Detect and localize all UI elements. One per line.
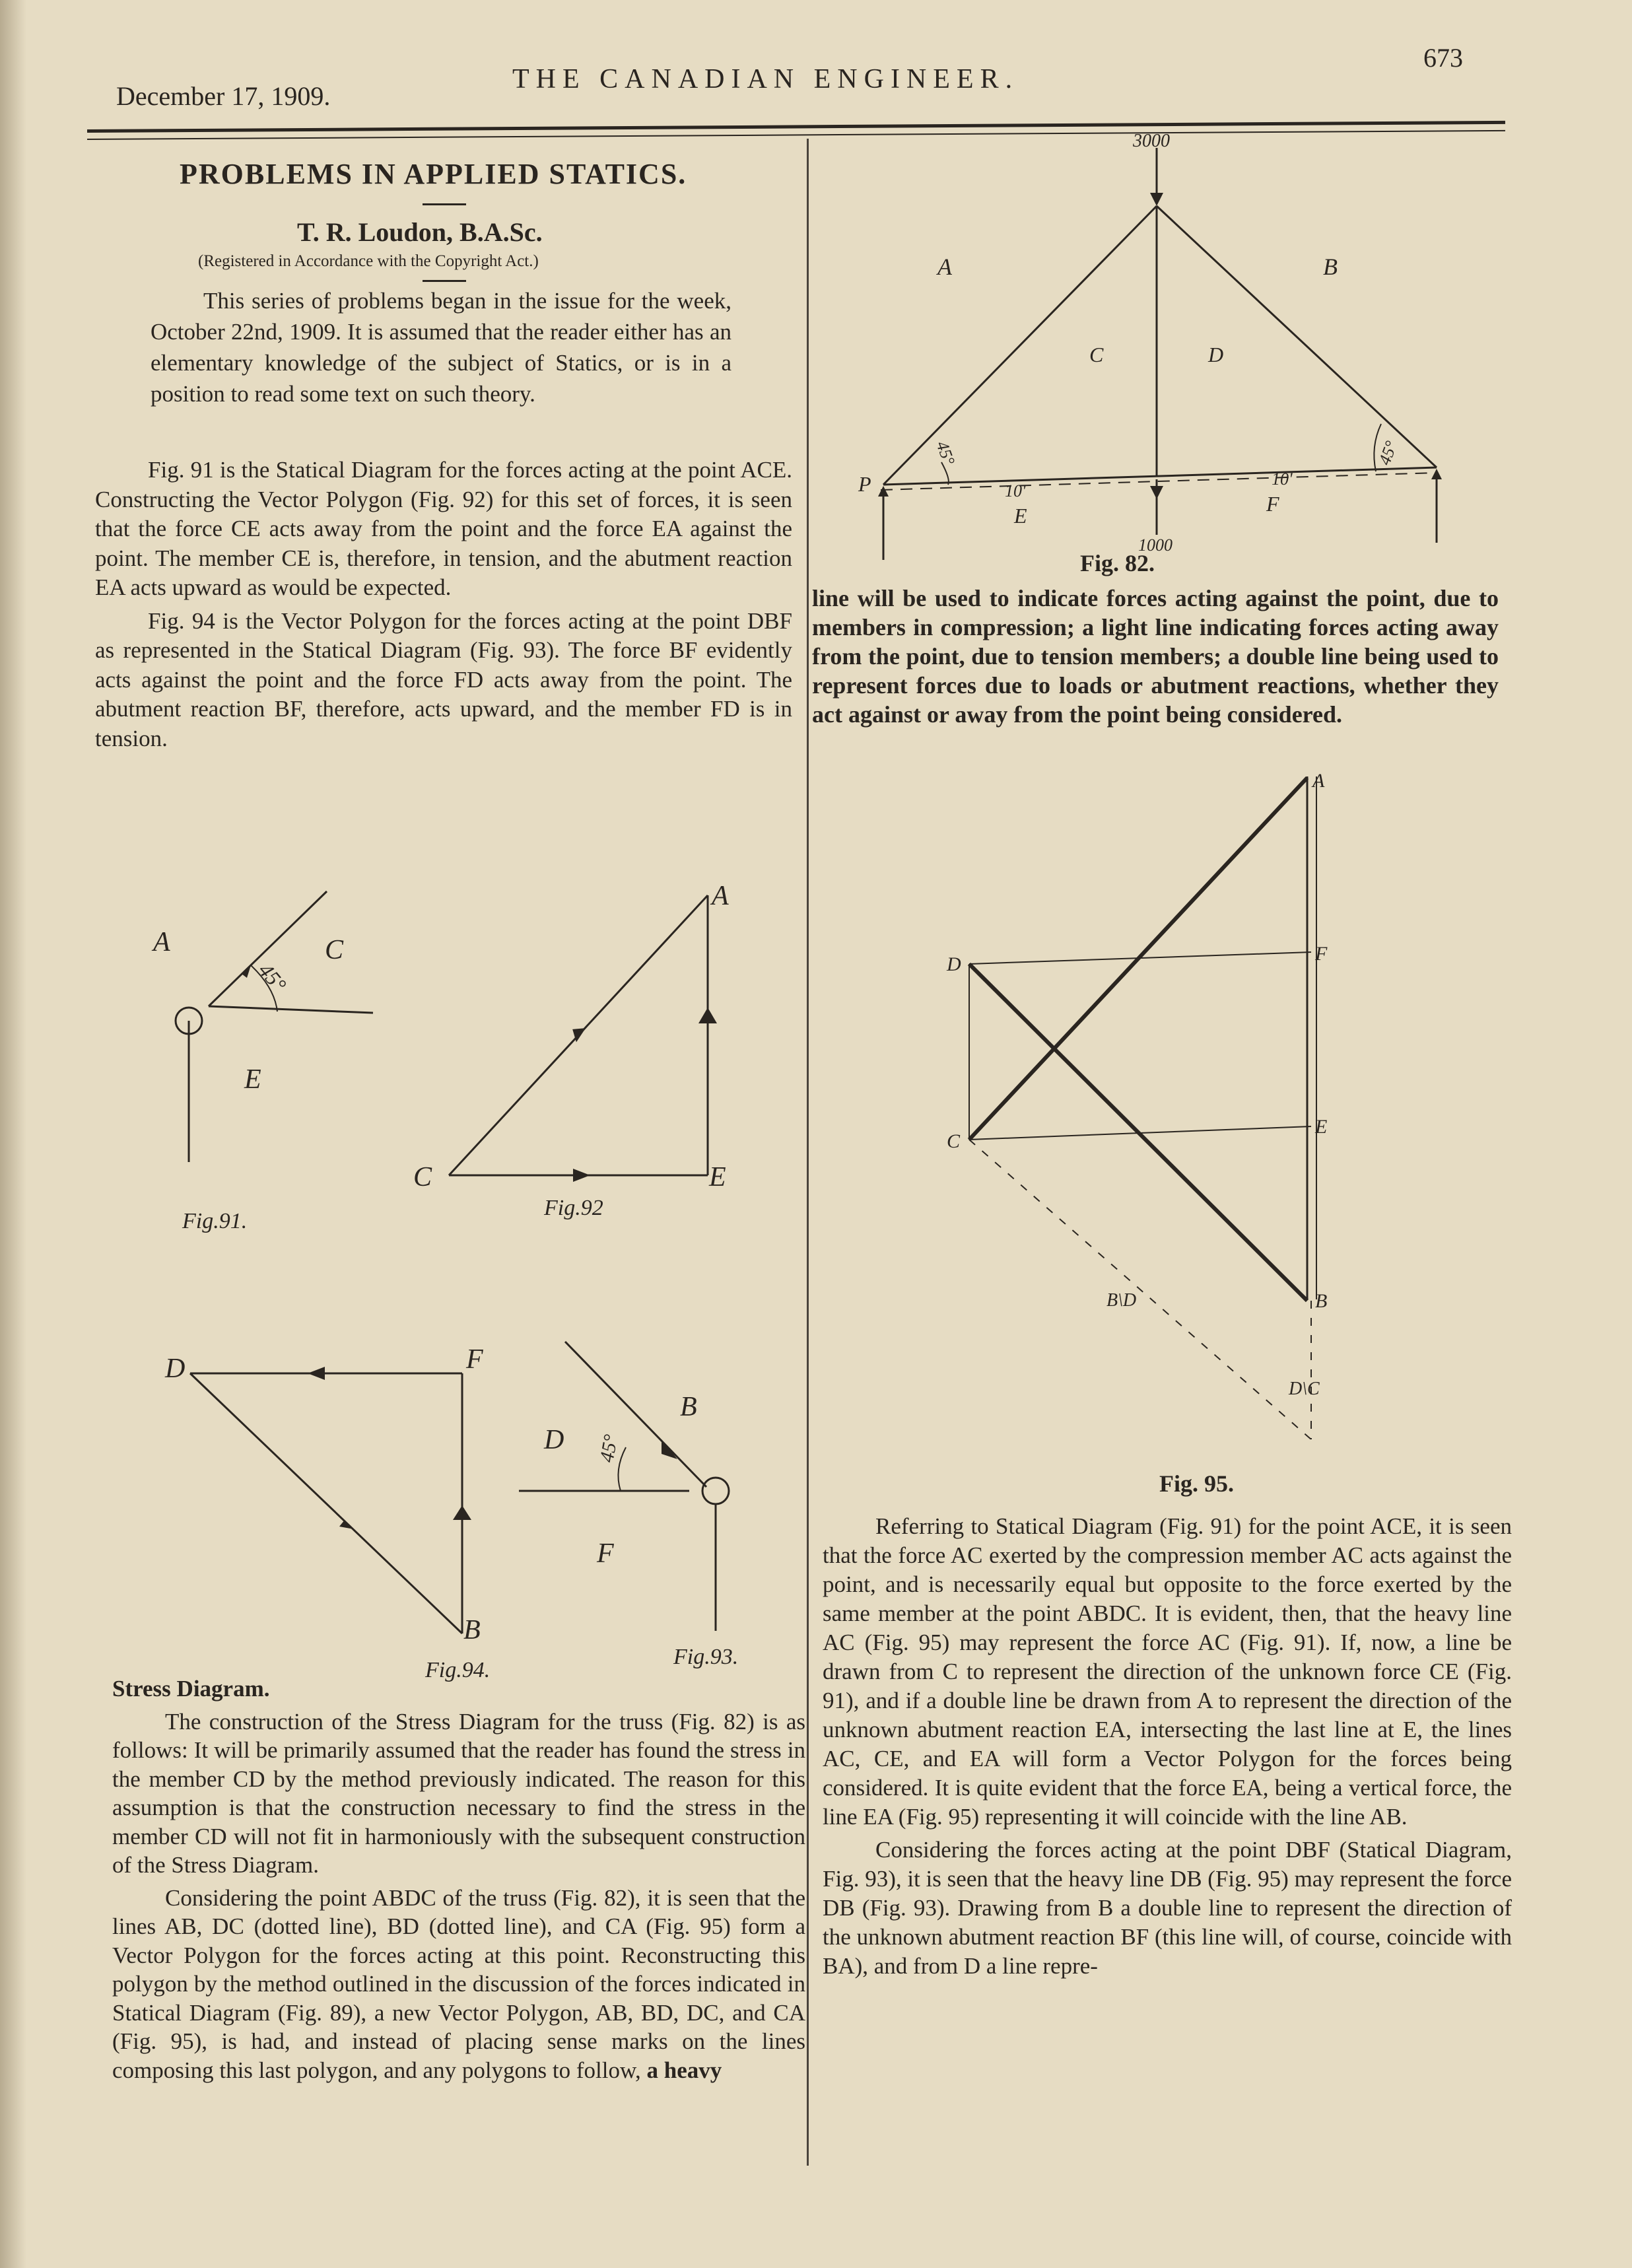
left-column-body: [95, 456, 792, 753]
stress-paragraph-2-bold: a heavy: [646, 2057, 722, 2083]
fig82-span-right: 10': [1272, 469, 1293, 489]
fig82-angle-right: 45°: [1375, 438, 1402, 468]
fig94-label-f: F: [466, 1344, 483, 1375]
stress-heading: Stress Diagram.: [112, 1676, 270, 1701]
fig82-load-bottom: 1000: [1138, 535, 1173, 555]
copyright-rule: [423, 280, 466, 282]
fig94-label-d: D: [165, 1354, 186, 1384]
fig92-label-e: E: [709, 1162, 726, 1192]
article-intro: [151, 285, 731, 409]
column-divider: [807, 139, 809, 2166]
fig82-label-a: A: [937, 254, 952, 280]
fig95-label-e: E: [1315, 1116, 1328, 1138]
figure-94: [158, 1344, 528, 1717]
fig95-label-a: A: [1312, 770, 1325, 792]
line-convention-paragraph: [812, 584, 1499, 729]
paragraph-fig91: Fig. 91 is the Statical Diagram for the forces acting at the point ACE. Constructing the Vector Polygon (Fig. 92) for this set of forces, it is seen that the force CE acts away from the point and the force EA against the point. The member CE is, therefore, in tension, and the abutment reaction EA acts upward as would be expected.: [95, 457, 792, 600]
figure-91: [145, 872, 409, 1233]
line-convention-text: line will be used to indicate forces acting against the point, due to members in compression; a light line indicating forces acting away from the point, due to tension members; a double line being used to represent forces due to loads or abutment reactions, whether they act against or away from the point being considered.: [812, 585, 1499, 728]
stress-paragraph-2-text: Considering the point ABDC of the truss (Fig. 82), it is seen that the lines AB, DC (dotted line), BD (dotted line), and CA (Fig. 95) form a Vector Polygon for the forces acting at this point. Reconstructing this polygon by the method outlined in the discussion of the forces indicated in Statical Diagram (Fig. 89), a new Vector Polygon, AB, BD, DC, and CA (Fig. 95), is had, and instead of placing sense marks on the lines composing this last polygon, and any polygons to follow,: [112, 1884, 805, 2083]
article-author: T. R. Loudon, B.A.Sc.: [297, 217, 543, 247]
fig92-caption: Fig.92: [544, 1196, 603, 1220]
fig93-angle: 45°: [595, 1433, 623, 1464]
fig82-angle-left: 45°: [932, 438, 959, 468]
fig82-label-d: D: [1208, 343, 1224, 366]
paragraph-point-dbf: Considering the forces acting at the point DBF (Statical Diagram, Fig. 93), it is seen that the heavy line DB (Fig. 95) may represent the force DB (Fig. 93). Drawing from B a double line to represent the direction of the unknown abutment reaction BF (this line will, of course, coincide with BA), and from D a line repre-: [823, 1837, 1512, 1979]
fig82-label-f: F: [1266, 492, 1279, 516]
fig91-angle: 45°: [254, 958, 292, 996]
paragraph-fig94: Fig. 94 is the Vector Polygon for the forces acting at the point DBF as represented in the Statical Diagram (Fig. 93). The force BF evidently acts against the point and the force FD acts away from the point. The abutment reaction BF, therefore, acts upward, and the member FD is in tension.: [95, 607, 792, 751]
fig95-caption: Fig. 95.: [1159, 1470, 1234, 1497]
figure-82: [858, 129, 1492, 592]
intro-paragraph: This series of problems began in the issue for the week, October 22nd, 1909. It is assumed that the reader either has an elementary knowledge of the subject of Statics, or is in a position to read some text on such theory.: [151, 288, 731, 407]
fig93-label-f: F: [597, 1538, 614, 1569]
fig95-label-c: C: [947, 1130, 961, 1152]
fig91-label-c: C: [325, 935, 344, 965]
fig92-label-a: A: [712, 881, 729, 911]
title-rule: [423, 203, 466, 205]
fig82-span-left: 10': [1005, 481, 1026, 500]
fig93-caption: Fig.93.: [673, 1645, 739, 1669]
fig95-label-b: B: [1315, 1290, 1328, 1312]
article-title: PROBLEMS IN APPLIED STATICS.: [180, 158, 687, 190]
fig94-label-b: B: [463, 1615, 481, 1645]
fig82-load-top: 3000: [1133, 131, 1170, 151]
fig91-caption: Fig.91.: [182, 1209, 248, 1233]
fig82-label-e: E: [1014, 504, 1027, 528]
stress-diagram-section: [112, 1674, 805, 2084]
stress-paragraph-2: [112, 1884, 805, 2085]
fig91-label-e: E: [244, 1064, 261, 1095]
fig95-label-bd: B\D: [1106, 1290, 1137, 1311]
fig95-label-d: D: [947, 953, 961, 975]
fig82-label-p: P: [858, 472, 871, 496]
fig82-label-b: B: [1323, 254, 1338, 280]
fig95-label-dc: D\C: [1289, 1379, 1320, 1399]
fig91-label-a: A: [153, 927, 170, 957]
fig94-caption: Fig.94.: [425, 1658, 491, 1682]
fig93-label-d: D: [544, 1425, 564, 1455]
figure-92: [409, 881, 739, 1254]
fig93-label-b: B: [680, 1392, 697, 1422]
page-gutter-shadow: [0, 0, 26, 2268]
copyright-notice: (Registered in Accordance with the Copyright Act.): [198, 252, 539, 270]
header-date: December 17, 1909.: [116, 81, 331, 111]
fig82-caption: Fig. 82.: [1080, 550, 1155, 576]
figure-93: [515, 1340, 819, 1697]
fig82-label-c: C: [1089, 343, 1104, 366]
paragraph-point-ace: Referring to Statical Diagram (Fig. 91) for the point ACE, it is seen that the force AC exerted by the compression member AC acts against the point, and is necessarily equal but opposite to the force exerted by the same member at the point ABDC. It is evident, then, that the heavy line AC (Fig. 95) may represent the force AC (Fig. 91). If, now, a line be drawn from C to represent the direction of the unknown force CE (Fig. 91), and if a double line be drawn from A to represent the direction of the unknown abutment reaction EA, intersecting the last line at E, the lines AC, CE, and EA will form a Vector Polygon for the forces being considered. It is quite evident that the force EA, being a vertical force, the line EA (Fig. 95) representing it will coincide with the line AB.: [823, 1513, 1512, 1830]
figure-95: [937, 766, 1400, 1479]
right-column-body: [823, 1512, 1512, 1981]
fig92-label-c: C: [413, 1162, 432, 1192]
page-number: 673: [1423, 43, 1463, 73]
journal-title: THE CANADIAN ENGINEER.: [512, 64, 1019, 94]
fig95-label-f: F: [1315, 943, 1328, 965]
stress-paragraph-1: The construction of the Stress Diagram for the truss (Fig. 82) is as follows: It will be primarily assumed that the reader has found the stress in the member CD by the method previously indicated. The reason for this assumption is that the construction necessary to find the stress in the member CD will not fit in harmoniously with the subsequent construction of the Stress Diagram.: [112, 1708, 805, 1878]
